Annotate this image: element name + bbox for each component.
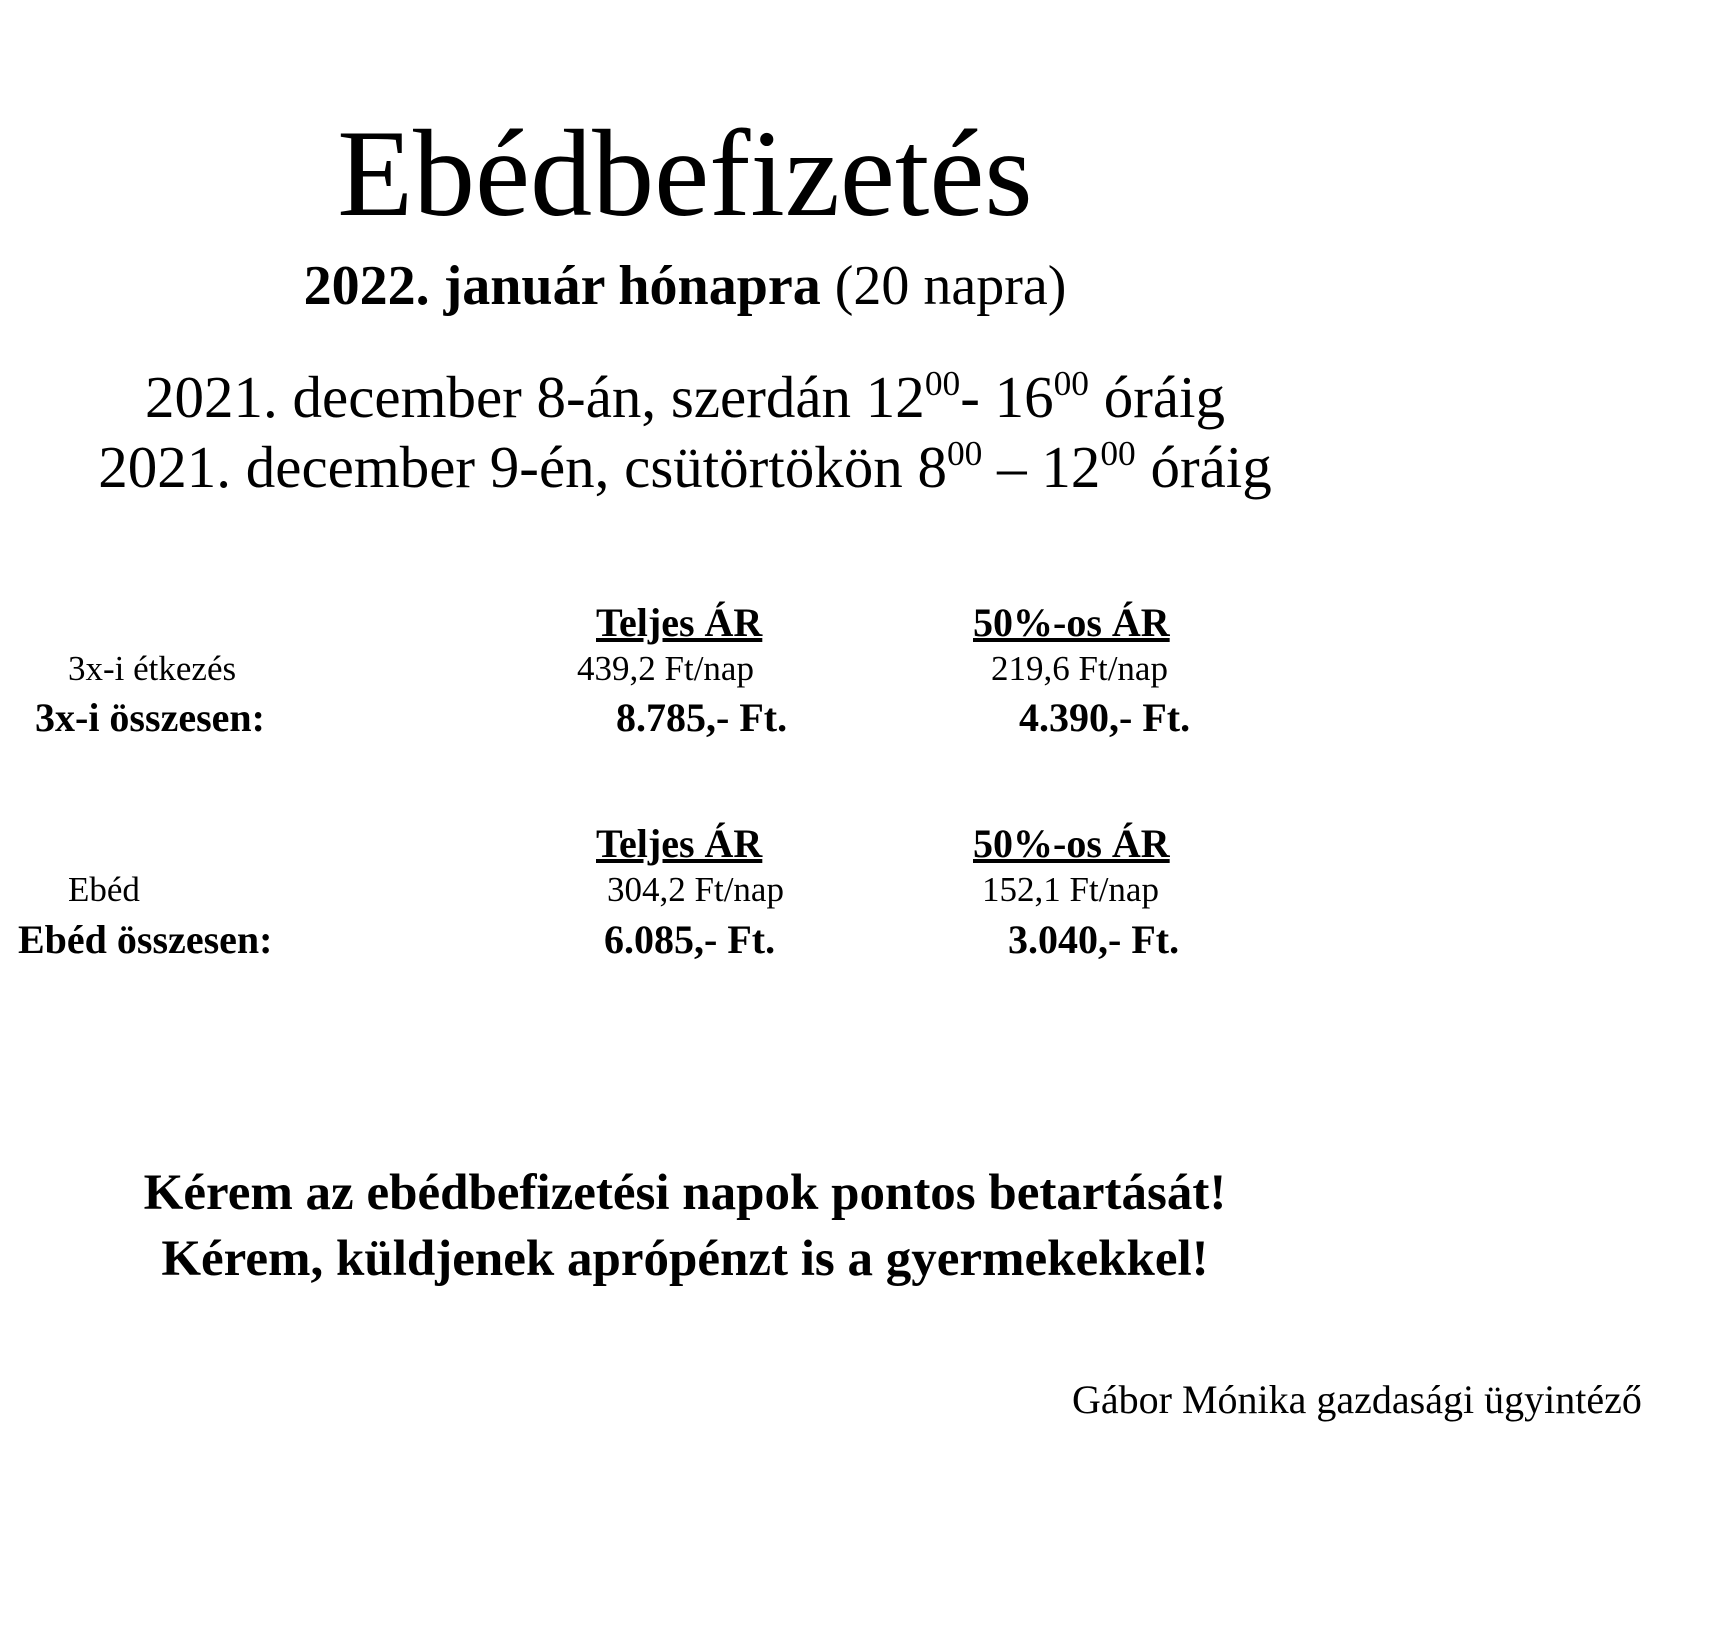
section-1-row-label: 3x-i étkezés xyxy=(68,649,237,688)
section-2-total-label: Ebéd összesen: xyxy=(18,917,273,962)
section-1-row-half-price: 219,6 Ft/nap xyxy=(991,649,1168,688)
section-1-header-full-price: Teljes ÁR xyxy=(596,600,763,645)
date-2-text: 2021. december 9-én, csütörtökön 8 xyxy=(98,434,947,500)
section-2-row-label: Ebéd xyxy=(68,870,140,909)
date-2-suffix: óráig xyxy=(1135,434,1272,500)
section-1-total-half-price: 4.390,- Ft. xyxy=(1019,695,1191,740)
date-1-start-minutes: 00 xyxy=(924,363,961,404)
subtitle-month: 2022. január hónapra xyxy=(303,255,821,317)
section-2-row-full-price: 304,2 Ft/nap xyxy=(607,870,784,909)
payment-date-1 xyxy=(0,363,1370,430)
notice-punctuality: Kérem az ebédbefizetési napok pontos betartását! xyxy=(143,1165,1227,1221)
date-1-text: 2021. december 8-án, szerdán 12 xyxy=(145,364,925,430)
date-2-end-minutes: 00 xyxy=(1100,433,1136,474)
date-1-suffix: óráig xyxy=(1089,364,1225,430)
section-1-row-full-price: 439,2 Ft/nap xyxy=(577,649,754,688)
payment-date-2 xyxy=(0,433,1370,500)
date-2-end-hour: – 12 xyxy=(982,434,1101,500)
date-1-end-minutes: 00 xyxy=(1053,363,1089,404)
signature: Gábor Mónika gazdasági ügyintéző xyxy=(1072,1377,1642,1422)
subtitle xyxy=(0,255,1370,317)
date-2-start-minutes: 00 xyxy=(946,433,983,474)
section-1-total-label: 3x-i összesen: xyxy=(35,695,265,740)
subtitle-days: (20 napra) xyxy=(834,255,1067,317)
notice-change: Kérem, küldjenek aprópénzt is a gyermekekkel! xyxy=(161,1231,1209,1287)
section-2-total-half-price: 3.040,- Ft. xyxy=(1008,917,1180,962)
section-2-row-half-price: 152,1 Ft/nap xyxy=(982,870,1159,909)
section-2-total-full-price: 6.085,- Ft. xyxy=(604,917,776,962)
section-2-header-full-price: Teljes ÁR xyxy=(596,821,763,866)
date-1-end-hour: - 16 xyxy=(960,364,1054,430)
section-1-header-half-price: 50%-os ÁR xyxy=(973,600,1170,645)
page-title: Ebédbefizetés xyxy=(337,105,1033,242)
section-1-total-full-price: 8.785,- Ft. xyxy=(616,695,788,740)
section-2-header-half-price: 50%-os ÁR xyxy=(973,821,1170,866)
